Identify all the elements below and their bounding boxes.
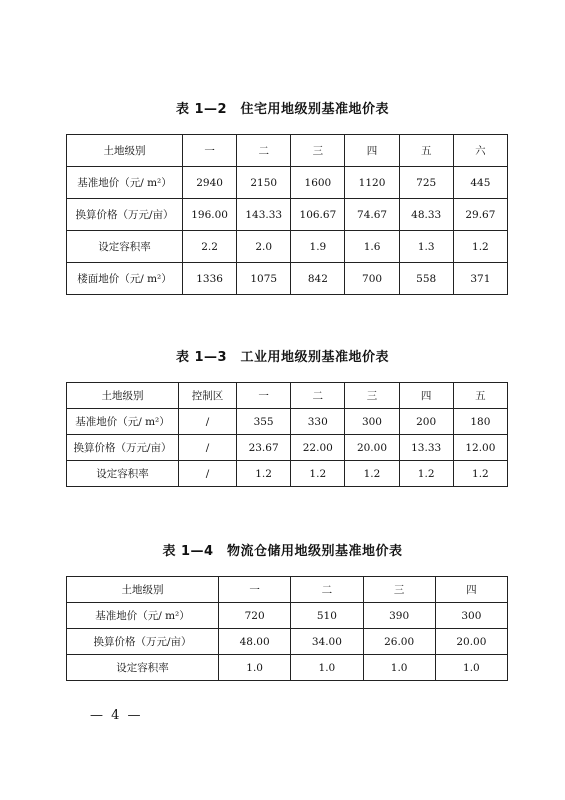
residential-land-price-table (66, 134, 508, 295)
table-cell: 200 (399, 409, 453, 435)
table-cell: 510 (291, 603, 363, 629)
table-cell: 1.2 (291, 461, 345, 487)
table-cell: 26.00 (363, 629, 435, 655)
table-cell: 1.0 (435, 655, 507, 681)
table-cell: 1336 (183, 263, 237, 295)
table-cell: 34.00 (291, 629, 363, 655)
table-cell: 143.33 (237, 199, 291, 231)
table-caption-residential: 表 1—2 住宅用地级别基准地价表 (175, 102, 390, 117)
table-cell: 2.2 (183, 231, 237, 263)
row-label-cell: 设定容积率 (67, 231, 183, 263)
table-cell: 725 (399, 167, 453, 199)
row-label-cell: 基准地价（元/ m²） (67, 167, 183, 199)
table-cell: 1.2 (399, 461, 453, 487)
header-cell: 二 (237, 135, 291, 167)
table-cell: 180 (453, 409, 507, 435)
header-cell: 控制区 (179, 383, 237, 409)
table-header-row (67, 383, 508, 409)
header-cell: 一 (183, 135, 237, 167)
table-cell: 20.00 (435, 629, 507, 655)
table-row (67, 655, 508, 681)
table-cell: 48.33 (399, 199, 453, 231)
row-label-cell: 换算价格（万元/亩） (67, 199, 183, 231)
table-cell: 2940 (183, 167, 237, 199)
table-row (67, 263, 508, 295)
header-cell: 土地级别 (67, 135, 183, 167)
row-label-cell: 楼面地价（元/ m²） (67, 263, 183, 295)
header-cell: 二 (291, 577, 363, 603)
table-cell: 720 (219, 603, 291, 629)
row-label-cell: 设定容积率 (67, 461, 179, 487)
header-cell: 一 (237, 383, 291, 409)
table-cell: 48.00 (219, 629, 291, 655)
table-cell: 445 (453, 167, 507, 199)
table-body (67, 577, 508, 681)
row-label-cell: 设定容积率 (67, 655, 219, 681)
table-cell: 196.00 (183, 199, 237, 231)
table-cell: 1600 (291, 167, 345, 199)
table-cell: / (179, 435, 237, 461)
table-row (67, 167, 508, 199)
table-header-row (67, 135, 508, 167)
table-cell: 2.0 (237, 231, 291, 263)
table-row (67, 409, 508, 435)
table-cell: 842 (291, 263, 345, 295)
table-cell: 1.0 (363, 655, 435, 681)
table-cell: 1.6 (345, 231, 399, 263)
header-cell: 六 (453, 135, 507, 167)
table-cell: 1.0 (219, 655, 291, 681)
header-cell: 一 (219, 577, 291, 603)
table-cell: 23.67 (237, 435, 291, 461)
table-cell: 558 (399, 263, 453, 295)
table-cell: 74.67 (345, 199, 399, 231)
table-row (67, 629, 508, 655)
table-cell: 22.00 (291, 435, 345, 461)
table-cell: 1.2 (453, 231, 507, 263)
table-cell: 1075 (237, 263, 291, 295)
header-cell: 三 (345, 383, 399, 409)
table-header-row (67, 577, 508, 603)
table-cell: 13.33 (399, 435, 453, 461)
table-cell: 1120 (345, 167, 399, 199)
table-cell: 2150 (237, 167, 291, 199)
table-cell: 1.9 (291, 231, 345, 263)
table-row (67, 603, 508, 629)
header-cell: 二 (291, 383, 345, 409)
table-cell: 355 (237, 409, 291, 435)
table-cell: 29.67 (453, 199, 507, 231)
header-cell: 五 (399, 135, 453, 167)
page-number: — 4 — (90, 708, 143, 723)
table-row (67, 435, 508, 461)
table-cell: 1.2 (237, 461, 291, 487)
row-label-cell: 换算价格（万元/亩） (67, 435, 179, 461)
table-cell: 1.2 (453, 461, 507, 487)
row-label-cell: 基准地价（元/ m²） (67, 603, 219, 629)
table-cell: / (179, 409, 237, 435)
row-label-cell: 换算价格（万元/亩） (67, 629, 219, 655)
table-caption-industrial: 表 1—3 工业用地级别基准地价表 (175, 350, 390, 365)
header-cell: 四 (345, 135, 399, 167)
table-cell: 12.00 (453, 435, 507, 461)
table-cell: 1.3 (399, 231, 453, 263)
table-caption-logistics: 表 1—4 物流仓储用地级别基准地价表 (162, 544, 403, 559)
industrial-land-price-table (66, 382, 508, 487)
logistics-land-price-table (66, 576, 508, 681)
table-cell: 330 (291, 409, 345, 435)
table-cell: 20.00 (345, 435, 399, 461)
table-cell: / (179, 461, 237, 487)
table-cell: 1.0 (291, 655, 363, 681)
table-cell: 1.2 (345, 461, 399, 487)
table-row (67, 199, 508, 231)
table-cell: 300 (435, 603, 507, 629)
header-cell: 土地级别 (67, 383, 179, 409)
row-label-cell: 基准地价（元/ m²） (67, 409, 179, 435)
table-cell: 106.67 (291, 199, 345, 231)
header-cell: 四 (399, 383, 453, 409)
table-cell: 371 (453, 263, 507, 295)
table-cell: 390 (363, 603, 435, 629)
table-cell: 700 (345, 263, 399, 295)
header-cell: 三 (291, 135, 345, 167)
table-cell: 300 (345, 409, 399, 435)
table-body (67, 135, 508, 295)
table-body (67, 383, 508, 487)
header-cell: 四 (435, 577, 507, 603)
table-row (67, 461, 508, 487)
header-cell: 三 (363, 577, 435, 603)
header-cell: 土地级别 (67, 577, 219, 603)
header-cell: 五 (453, 383, 507, 409)
table-row (67, 231, 508, 263)
